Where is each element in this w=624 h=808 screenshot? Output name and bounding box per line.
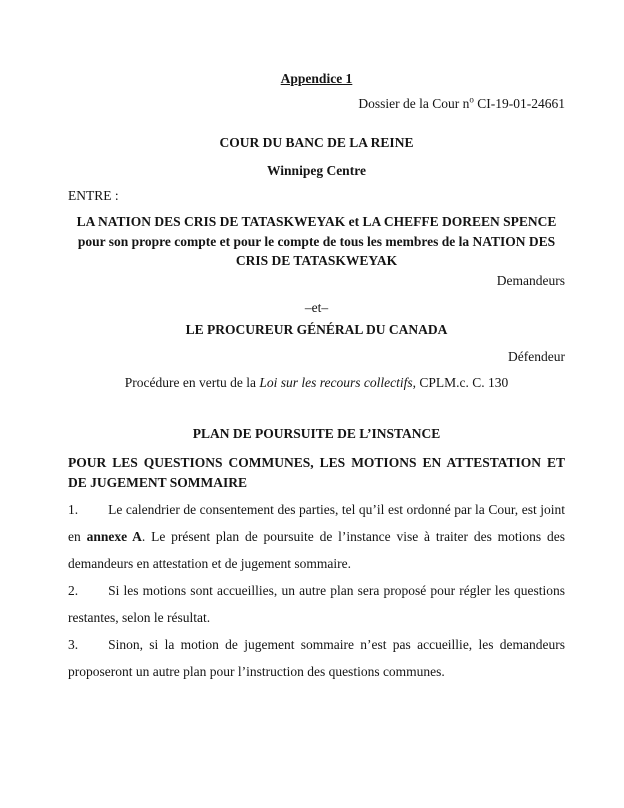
paragraph-1 <box>68 496 565 577</box>
paragraph-1-number: 1. <box>68 501 79 517</box>
paragraph-2 <box>68 577 565 631</box>
paragraph-3-text: Sinon, si la motion de jugement sommaire n’est pas accueillie, les demandeurs proposeront un autre plan pour l’instruction des questions communes. <box>68 636 565 679</box>
paragraph-1-text-start: Le calendrier de consentement des parties, tel qu’il est ordonné par la Cour, est joint en <box>68 501 565 544</box>
paragraph-2-number: 2. <box>68 582 79 598</box>
court-name: COUR DU BANC DE LA REINE <box>219 135 414 150</box>
plan-title: PLAN DE POURSUITE DE L’INSTANCE <box>192 425 441 441</box>
court-centre: Winnipeg Centre <box>267 163 366 178</box>
paragraph-1-text-end: . Le présent plan de poursuite de l’instance vise à traiter des motions des demandeurs en attestation et de jugement sommaire. <box>68 528 565 571</box>
statute-reference-line <box>68 374 565 391</box>
paragraph-3-number: 3. <box>68 636 79 652</box>
defendant-role-label: Défendeur <box>508 348 565 364</box>
appendix-heading-text: Appendice 1 <box>280 71 353 86</box>
appendix-heading <box>68 70 565 87</box>
defendant-block: LE PROCUREUR GÉNÉRAL DU CANADA <box>185 321 448 337</box>
plaintiffs-block: LA NATION DES CRIS DE TATASKWEYAK et LA CHEFFE DOREEN SPENCE pour son propre compte et pour le compte de tous les membres de la NATION DES CRIS DE TATASKWEYAK <box>76 214 557 268</box>
court-file-number <box>68 95 565 112</box>
between-label: ENTRE : <box>68 188 119 203</box>
plan-subtitle: POUR LES QUESTIONS COMMUNES, LES MOTIONS EN ATTESTATION ET DE JUGEMENT SOMMAIRE <box>68 454 565 490</box>
and-separator: –et– <box>304 299 329 315</box>
statute-citation: , CPLM.c. C. 130 <box>412 374 509 390</box>
paragraph-3 <box>68 631 565 685</box>
file-number-ordinal: o <box>469 94 474 105</box>
statute-prefix: Procédure en vertu de la <box>124 374 260 390</box>
file-number-prefix: Dossier de la Cour n <box>358 96 470 111</box>
plaintiffs-role-label: Demandeurs <box>496 272 565 288</box>
statute-name: Loi sur les recours collectifs <box>259 374 413 390</box>
file-number-value: CI-19-01-24661 <box>473 96 565 111</box>
paragraph-1-bold-annex-ref: annexe A <box>86 528 142 544</box>
paragraph-2-text: Si les motions sont accueillies, un autre plan sera proposé pour régler les questions restantes, selon le résultat. <box>68 582 565 625</box>
